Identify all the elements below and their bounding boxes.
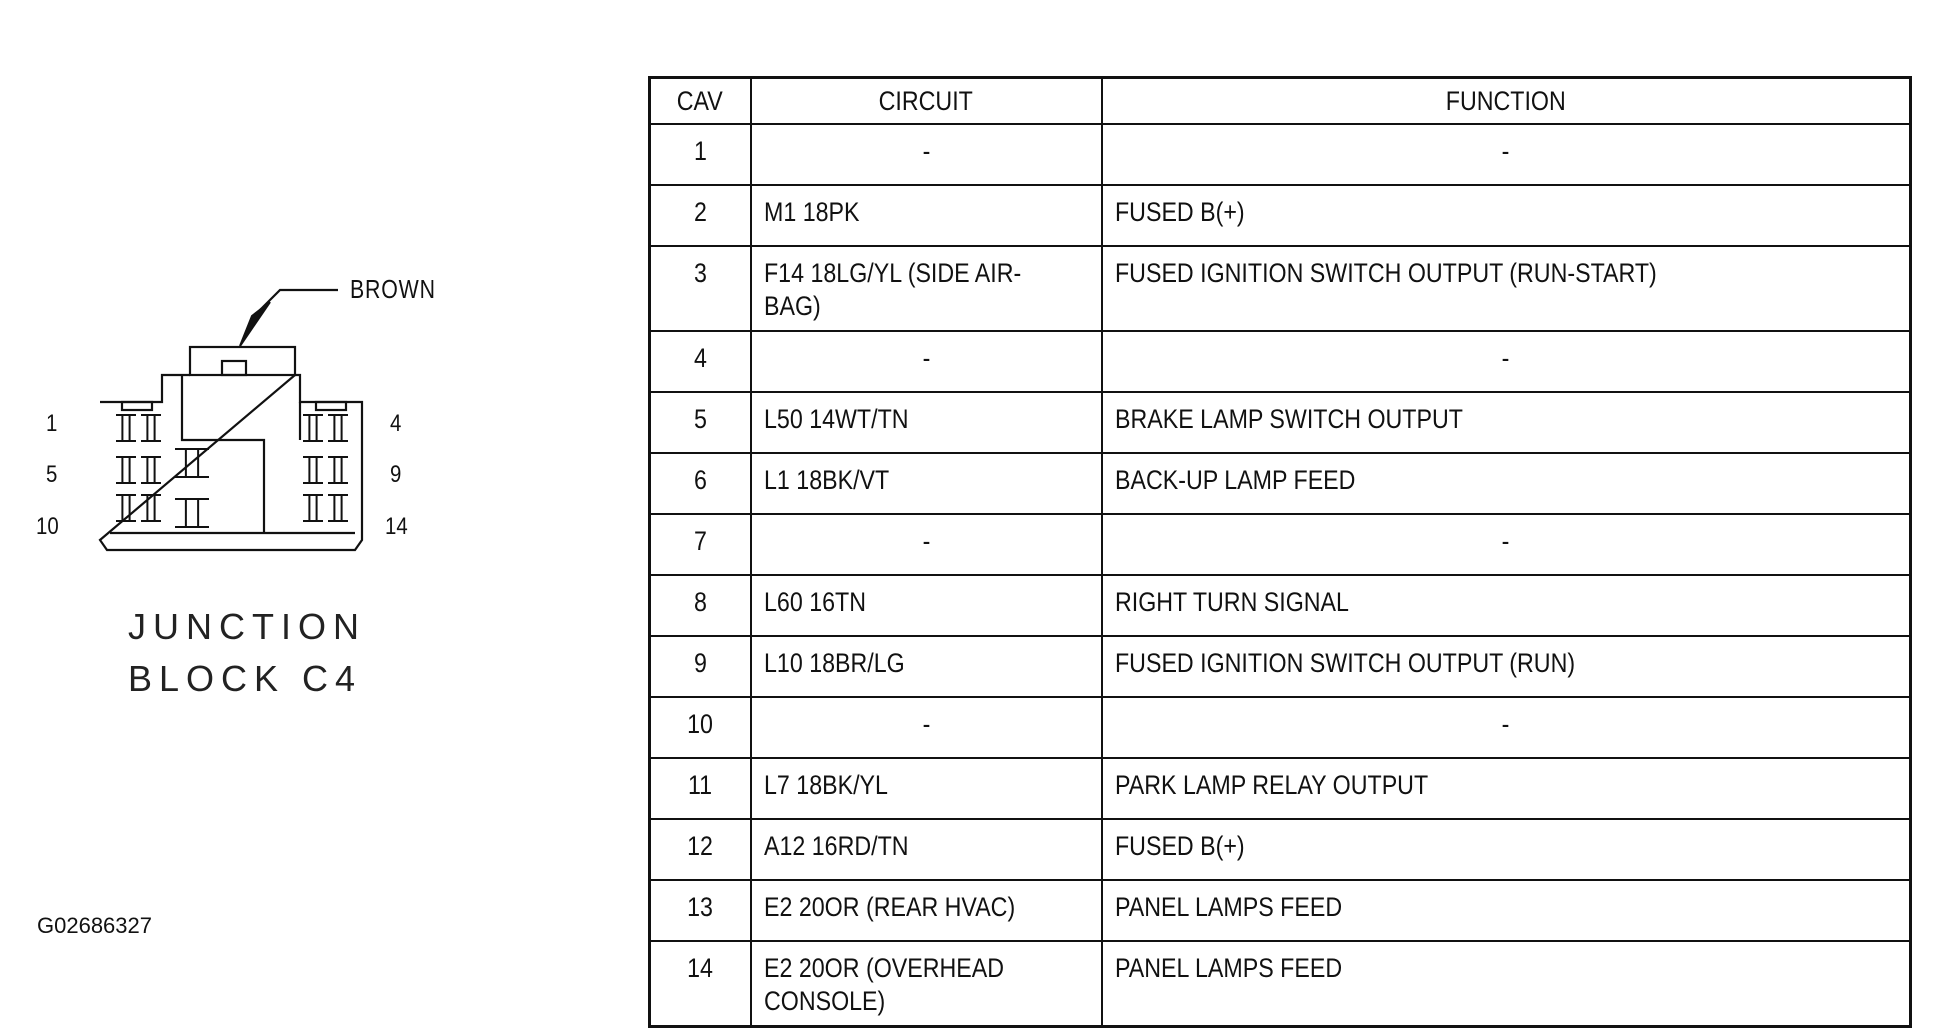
cell-cav: 9 xyxy=(650,636,751,697)
terminal-cavity xyxy=(141,457,161,483)
cell-cav: 12 xyxy=(650,819,751,880)
cell-cav: 5 xyxy=(650,392,751,453)
terminal-cavity xyxy=(116,457,136,483)
header-cav: CAV xyxy=(650,78,751,125)
cell-circuit: F14 18LG/YL (SIDE AIR- BAG) xyxy=(751,246,1102,331)
connector-color-label: BROWN xyxy=(350,274,436,304)
table-row xyxy=(650,331,1911,392)
table-row xyxy=(650,819,1911,880)
cell-circuit: L60 16TN xyxy=(751,575,1102,636)
table-row xyxy=(650,246,1911,331)
cell-cav: 14 xyxy=(650,941,751,1027)
pin-label-14: 14 xyxy=(385,513,408,540)
table-row xyxy=(650,392,1911,453)
table-row xyxy=(650,453,1911,514)
table-row xyxy=(650,636,1911,697)
header-function: FUNCTION xyxy=(1102,78,1911,125)
cell-cav: 3 xyxy=(650,246,751,331)
table-row xyxy=(650,880,1911,941)
terminal-cavity-large xyxy=(175,499,209,527)
cell-cav: 4 xyxy=(650,331,751,392)
table-header-row xyxy=(650,78,1911,125)
cell-circuit: - xyxy=(751,697,1102,758)
cell-cav: 6 xyxy=(650,453,751,514)
cell-function: - xyxy=(1102,331,1911,392)
leader-line xyxy=(258,290,338,312)
cell-function: FUSED IGNITION SWITCH OUTPUT (RUN-START) xyxy=(1102,246,1911,331)
cell-function: - xyxy=(1102,697,1911,758)
pinout-table xyxy=(648,76,1912,1028)
cell-circuit: L10 18BR/LG xyxy=(751,636,1102,697)
cell-cav: 7 xyxy=(650,514,751,575)
table-row xyxy=(650,185,1911,246)
cell-circuit: E2 20OR (OVERHEAD CONSOLE) xyxy=(751,941,1102,1027)
pin-label-1: 1 xyxy=(46,410,58,437)
header-circuit: CIRCUIT xyxy=(751,78,1102,125)
terminal-cavity xyxy=(141,495,161,521)
terminal-cavity xyxy=(328,495,348,521)
cell-function: PANEL LAMPS FEED xyxy=(1102,941,1911,1027)
cell-circuit: M1 18PK xyxy=(751,185,1102,246)
cell-cav: 1 xyxy=(650,124,751,185)
cell-circuit: A12 16RD/TN xyxy=(751,819,1102,880)
cell-cav: 8 xyxy=(650,575,751,636)
terminal-cavity xyxy=(116,415,136,441)
terminal-cavity xyxy=(303,495,323,521)
table-row xyxy=(650,575,1911,636)
cell-circuit: - xyxy=(751,124,1102,185)
cell-function: - xyxy=(1102,514,1911,575)
figure-id: G02686327 xyxy=(37,913,152,938)
cell-function: PARK LAMP RELAY OUTPUT xyxy=(1102,758,1911,819)
cell-circuit: L1 18BK/VT xyxy=(751,453,1102,514)
terminal-cavity xyxy=(303,457,323,483)
table-row xyxy=(650,697,1911,758)
cell-cav: 13 xyxy=(650,880,751,941)
cell-function: BACK-UP LAMP FEED xyxy=(1102,453,1911,514)
diagram-title-line-2: BLOCK C4 xyxy=(128,658,363,699)
terminal-cavities xyxy=(116,415,348,527)
cell-function: PANEL LAMPS FEED xyxy=(1102,880,1911,941)
terminal-cavity xyxy=(328,457,348,483)
diagram-title-line-1: JUNCTION xyxy=(128,606,366,647)
cell-function: BRAKE LAMP SWITCH OUTPUT xyxy=(1102,392,1911,453)
cell-circuit: E2 20OR (REAR HVAC) xyxy=(751,880,1102,941)
connector-drawing xyxy=(0,0,480,620)
cell-function: FUSED IGNITION SWITCH OUTPUT (RUN) xyxy=(1102,636,1911,697)
cell-circuit: - xyxy=(751,514,1102,575)
terminal-cavity xyxy=(303,415,323,441)
pin-label-10: 10 xyxy=(36,513,59,540)
cell-cav: 2 xyxy=(650,185,751,246)
table-row xyxy=(650,514,1911,575)
cell-circuit: - xyxy=(751,331,1102,392)
terminal-cavity xyxy=(328,415,348,441)
pin-label-4: 4 xyxy=(390,410,402,437)
terminal-cavity xyxy=(141,415,161,441)
arrow-icon xyxy=(240,302,270,346)
cell-cav: 10 xyxy=(650,697,751,758)
table-row xyxy=(650,941,1911,1027)
cell-cav: 11 xyxy=(650,758,751,819)
cell-function: - xyxy=(1102,124,1911,185)
pin-label-5: 5 xyxy=(46,461,58,488)
table-row xyxy=(650,124,1911,185)
cell-circuit: L50 14WT/TN xyxy=(751,392,1102,453)
cell-function: FUSED B(+) xyxy=(1102,185,1911,246)
table-row xyxy=(650,758,1911,819)
cell-function: RIGHT TURN SIGNAL xyxy=(1102,575,1911,636)
pin-label-9: 9 xyxy=(390,461,402,488)
cell-circuit: L7 18BK/YL xyxy=(751,758,1102,819)
cell-function: FUSED B(+) xyxy=(1102,819,1911,880)
